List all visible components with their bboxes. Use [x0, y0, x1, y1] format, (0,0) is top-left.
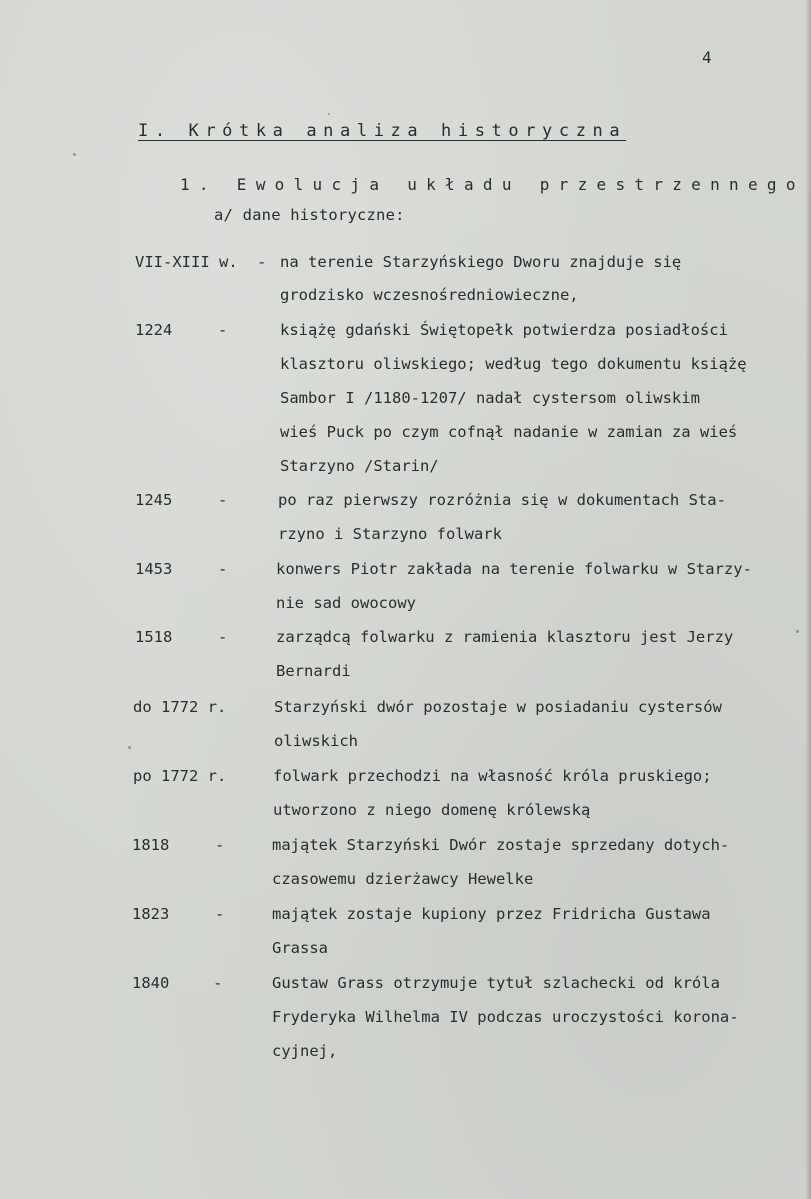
entry-line: Sambor I /1180-1207/ nadał cystersom oliwskim: [280, 389, 700, 407]
entry-date: 1224: [135, 321, 173, 339]
entry-date: 1823: [132, 905, 170, 923]
section-title: I. Krótka analiza historyczna: [138, 121, 627, 141]
entry-line: Starzyński dwór pozostaje w posiadaniu cystersów: [274, 698, 722, 716]
entry-line: majątek zostaje kupiony przez Fridricha Gustawa: [272, 905, 711, 923]
entry-date: do 1772 r.: [133, 698, 227, 716]
paper-speck: [73, 153, 76, 156]
entry-date: 1245: [135, 491, 173, 509]
entry-date: VII-XIII w.: [135, 253, 238, 271]
entry-line: na terenie Starzyńskiego Dworu znajduje się: [280, 253, 682, 271]
entry-line: wieś Puck po czym cofnął nadanie w zamian za wieś: [280, 423, 738, 441]
entry-line: majątek Starzyński Dwór zostaje sprzedany dotych-: [272, 836, 730, 854]
entry-line: Grassa: [272, 939, 328, 957]
entry-dash: -: [257, 253, 267, 271]
entry-line: oliwskich: [274, 732, 358, 750]
entry-dash: -: [218, 321, 228, 339]
subsection-title: 1. Ewolucja układu przestrzennego: [180, 175, 805, 194]
entry-date: 1518: [135, 628, 173, 646]
entry-line: Fryderyka Wilhelma IV podczas uroczystości korona-: [272, 1008, 739, 1026]
entry-date: po 1772 r.: [133, 767, 227, 785]
entry-line: po raz pierwszy rozróżnia się w dokumentach Sta-: [278, 491, 726, 509]
entry-line: konwers Piotr zakłada na terenie folwarku w Starzy-: [276, 560, 752, 578]
entry-line: utworzono z niego domenę królewską: [273, 801, 591, 819]
subsection-label: a/ dane historyczne:: [214, 206, 405, 224]
entry-line: książę gdański Świętopełk potwierdza posiadłości: [280, 321, 728, 339]
paper-speck: [328, 113, 330, 115]
page-edge-shadow: [805, 0, 811, 1199]
entry-dash: -: [218, 560, 228, 578]
entry-dash: -: [213, 974, 223, 992]
entry-dash: -: [215, 905, 225, 923]
entry-line: Gustaw Grass otrzymuje tytuł szlachecki od króla: [272, 974, 720, 992]
entry-line: nie sad owocowy: [276, 594, 416, 612]
page-number: 4: [702, 48, 712, 67]
entry-date: 1840: [132, 974, 170, 992]
entry-line: rzyno i Starzyno folwark: [278, 525, 502, 543]
entry-line: klasztoru oliwskiego; według tego dokumentu książę: [280, 355, 747, 373]
entry-dash: -: [218, 628, 228, 646]
entry-dash: -: [218, 491, 228, 509]
entry-line: czasowemu dzierżawcy Hewelke: [272, 870, 534, 888]
entry-line: grodzisko wczesnośredniowieczne,: [280, 286, 579, 304]
entry-date: 1453: [135, 560, 173, 578]
paper-speck: [796, 630, 799, 633]
entry-line: zarządcą folwarku z ramienia klasztoru jest Jerzy: [276, 628, 734, 646]
entry-line: Starzyno /Starin/: [280, 457, 439, 475]
entry-dash: -: [215, 836, 225, 854]
entry-line: folwark przechodzi na własność króla pruskiego;: [273, 767, 712, 785]
paper-speck: [128, 746, 131, 749]
entry-date: 1818: [132, 836, 170, 854]
entry-line: Bernardi: [276, 662, 351, 680]
entry-line: cyjnej,: [272, 1042, 338, 1060]
